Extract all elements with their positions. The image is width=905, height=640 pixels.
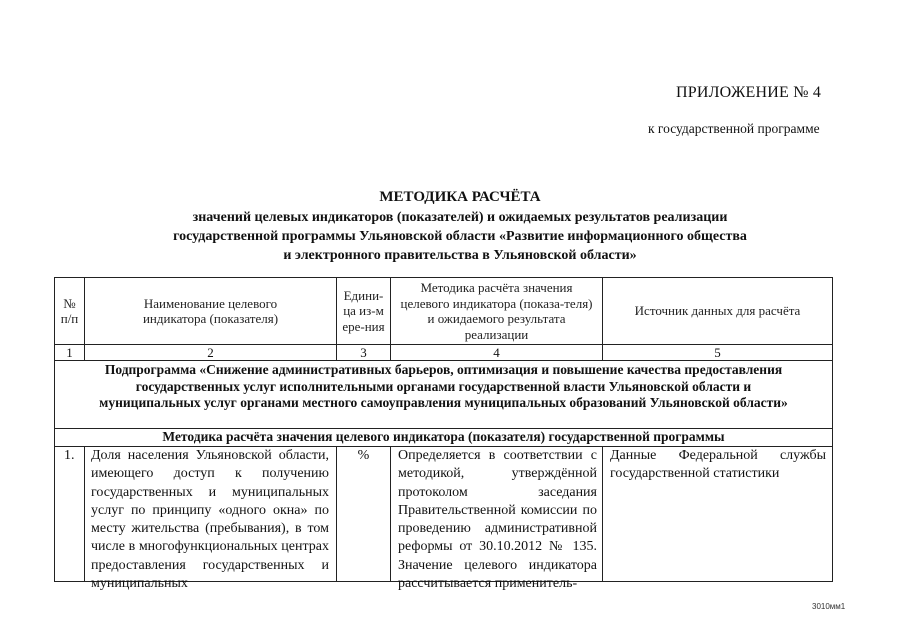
indicator-name: Доля населения Ульяновской области, имеющего доступ к получению государственных и муниципальных услуг по принципу «одного окна» по месту жительства (пребывания), в том числе в многофункциональных центрах предоставления государственных и муниципальных <box>91 448 329 592</box>
table-header-row <box>55 278 833 345</box>
method-text: Определяется в соответствии с методикой, утверждённой протоколом заседания Правительственной комиссии по проведению административной реформы от 30.10.2012 № 135. Значение целевого индикатора рассчитывается применитель- <box>398 448 597 592</box>
document-title-line-1: значений целевых индикаторов (показателей) и ожидаемых результатов реализации <box>192 210 728 225</box>
appendix-subtitle: к государственной программе <box>648 121 820 136</box>
column-number-2: 2 <box>85 345 337 361</box>
column-number-row <box>55 345 833 361</box>
column-header-source-text: Источник данных для расчёта <box>634 303 801 319</box>
subprogram-title <box>55 361 833 429</box>
document-heading <box>80 188 840 265</box>
document-title-line-2: государственной программы Ульяновской области «Развитие информационного общества <box>173 229 747 244</box>
column-header-method-text: Методика расчёта значения целевого индикатора (показа-теля) и ожидаемого результата реализации <box>400 280 593 342</box>
column-header-number-text: № п/п <box>60 295 79 326</box>
source-cell <box>603 447 833 582</box>
appendix-title: ПРИЛОЖЕНИЕ № 4 <box>676 84 822 101</box>
method-table <box>54 277 833 592</box>
column-number-3: 3 <box>337 345 391 361</box>
column-header-indicator-name <box>85 278 337 345</box>
row-number: 1. <box>55 447 85 582</box>
column-number-1: 1 <box>55 345 85 361</box>
column-header-number <box>55 278 85 345</box>
source-text: Данные Федеральной службы государственной статистики <box>610 448 826 482</box>
document-title: МЕТОДИКА РАСЧЁТА <box>379 189 541 205</box>
column-header-unit <box>337 278 391 345</box>
unit-cell: % <box>337 447 391 582</box>
column-number-5: 5 <box>603 345 833 361</box>
table-row <box>55 447 833 582</box>
subprogram-row <box>55 361 833 429</box>
method-heading: Методика расчёта значения целевого индикатора (показателя) государственной программы <box>55 429 833 447</box>
method-cell <box>391 447 603 592</box>
document-title-line-3: и электронного правительства в Ульяновской области» <box>283 248 637 263</box>
column-number-4: 4 <box>391 345 603 361</box>
subprogram-title-text: Подпрограмма «Снижение административных барьеров, оптимизация и повышение качества предоставления государственных услуг исполнительными органами государственной власти Ульяновской области и муниципальных услуг органами местного самоуправления муниципальных образований Ульяновской области» <box>99 362 788 410</box>
column-header-method <box>391 278 603 345</box>
column-header-source <box>603 278 833 345</box>
indicator-name-cell <box>85 447 337 592</box>
method-heading-row <box>55 429 833 447</box>
column-header-indicator-name-text: Наименование целевого индикатора (показателя) <box>142 295 279 326</box>
column-header-unit-text: Едини-ца из-мере-ния <box>342 287 385 334</box>
footer-code: 3010мм1 <box>812 602 846 611</box>
